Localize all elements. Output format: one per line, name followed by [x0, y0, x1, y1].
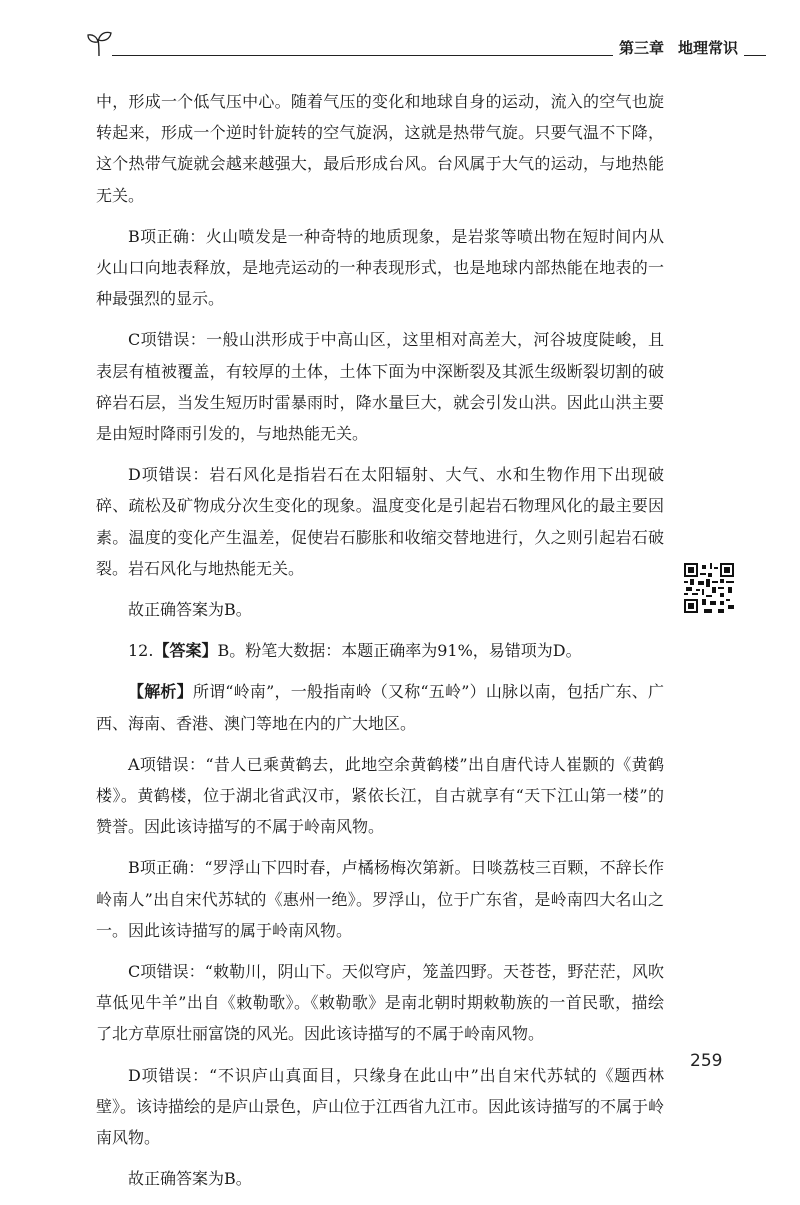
paragraph-option-d-lushan: D项错误：“不识庐山真面目，只缘身在此山中”出自宋代苏轼的《题西林壁》。该诗描绘的是庐山景色，庐山位于江西省九江市。因此该诗描写的不属于岭南风物。 [96, 1065, 665, 1148]
page-body [96, 86, 664, 1205]
paragraph-analysis [96, 676, 664, 738]
qr-code-icon[interactable] [684, 563, 734, 613]
paragraph-option-a-yellow-crane: A项错误：“昔人已乘黄鹤去，此地空余黄鹤楼”出自唐代诗人崔颢的《黄鹤楼》。黄鹤楼，位于湖北省武汉市，紧依长江，自古就享有“天下江山第一楼”的赞誉。因此该诗描写的不属于岭南风物。 [96, 754, 664, 837]
answer-tag: 【答案】 [153, 641, 218, 661]
paragraph-option-b-luofu: B项正确：“罗浮山下四时春，卢橘杨梅次第新。日啖荔枝三百颗，不辞长作岭南人”出自宋代苏轼的《惠州一绝》。罗浮山，位于广东省，是岭南四大名山之一。因此该诗描写的属于岭南风物。 [96, 858, 664, 940]
chapter-section: 地理常识 [678, 39, 739, 57]
chapter-number: 第三章 [619, 39, 665, 57]
paragraph-option-c-flood: C项错误：一般山洪形成于中高山区，这里相对高差大，河谷坡度陡峻，且表层有植被覆盖，有较厚的土体，土体下面为中深断裂及其派生级断裂切割的破碎岩石层，当发生短历时雷暴雨时，降水量巨大，就会引发山洪。因此山洪主要是由短时降雨引发的，与地热能无关。 [96, 330, 664, 444]
question-number: 12. [128, 641, 154, 661]
paragraph-option-c-chile: C项错误：“敕勒川，阴山下。天似穹庐，笼盖四野。天苍苍，野茫茫，风吹草低见牛羊”出自《敕勒歌》。《敕勒歌》是南北朝时期敕勒族的一首民歌，描绘了北方草原壮丽富饶的风光。因此该诗描写的不属于岭南风物。 [96, 962, 664, 1044]
paragraph-option-b-volcano: B项正确：火山喷发是一种奇特的地质现象，是岩浆等喷出物在短时间内从火山口向地表释放，是地壳运动的一种表现形式，也是地球内部热能在地表的一种最强烈的显示。 [96, 226, 664, 309]
analysis-tag: 【解析】 [128, 682, 193, 702]
paragraph-answer-11: 故正确答案为B。 [128, 600, 252, 620]
chapter-title [613, 37, 744, 58]
paragraph-continued: 中，形成一个低气压中心。随着气压的变化和地球自身的运动，流入的空气也旋转起来，形成一个逆时针旋转的空气旋涡，这就是热带气旋。只要气温不下降，这个热带气旋就会越来越强大，最后形成台风。台风属于大气的运动，与地热能无关。 [96, 92, 664, 205]
analysis-text: 所谓“岭南”，一般指南岭（又称“五岭”）山脉以南，包括广东、广西、海南、香港、澳门等地在内的广大地区。 [96, 682, 664, 733]
page-header [86, 30, 766, 64]
answer-text: B。粉笔大数据：本题正确率为91%，易错项为D。 [217, 641, 582, 661]
paragraph-answer-final: 故正确答案为B。 [128, 1169, 252, 1189]
paragraph-option-d-weathering: D项错误：岩石风化是指岩石在太阳辐射、大气、水和生物作用下出现破碎、疏松及矿物成分次生变化的现象。温度变化是引起岩石物理风化的最主要因素。温度的变化产生温差，促使岩石膨胀和收缩交替地进行，久之则引起岩石破裂。岩石风化与地热能无关。 [96, 465, 664, 578]
sprout-icon [86, 30, 114, 58]
paragraph-answer-12 [96, 635, 664, 666]
page-number: 259 [690, 1051, 723, 1071]
